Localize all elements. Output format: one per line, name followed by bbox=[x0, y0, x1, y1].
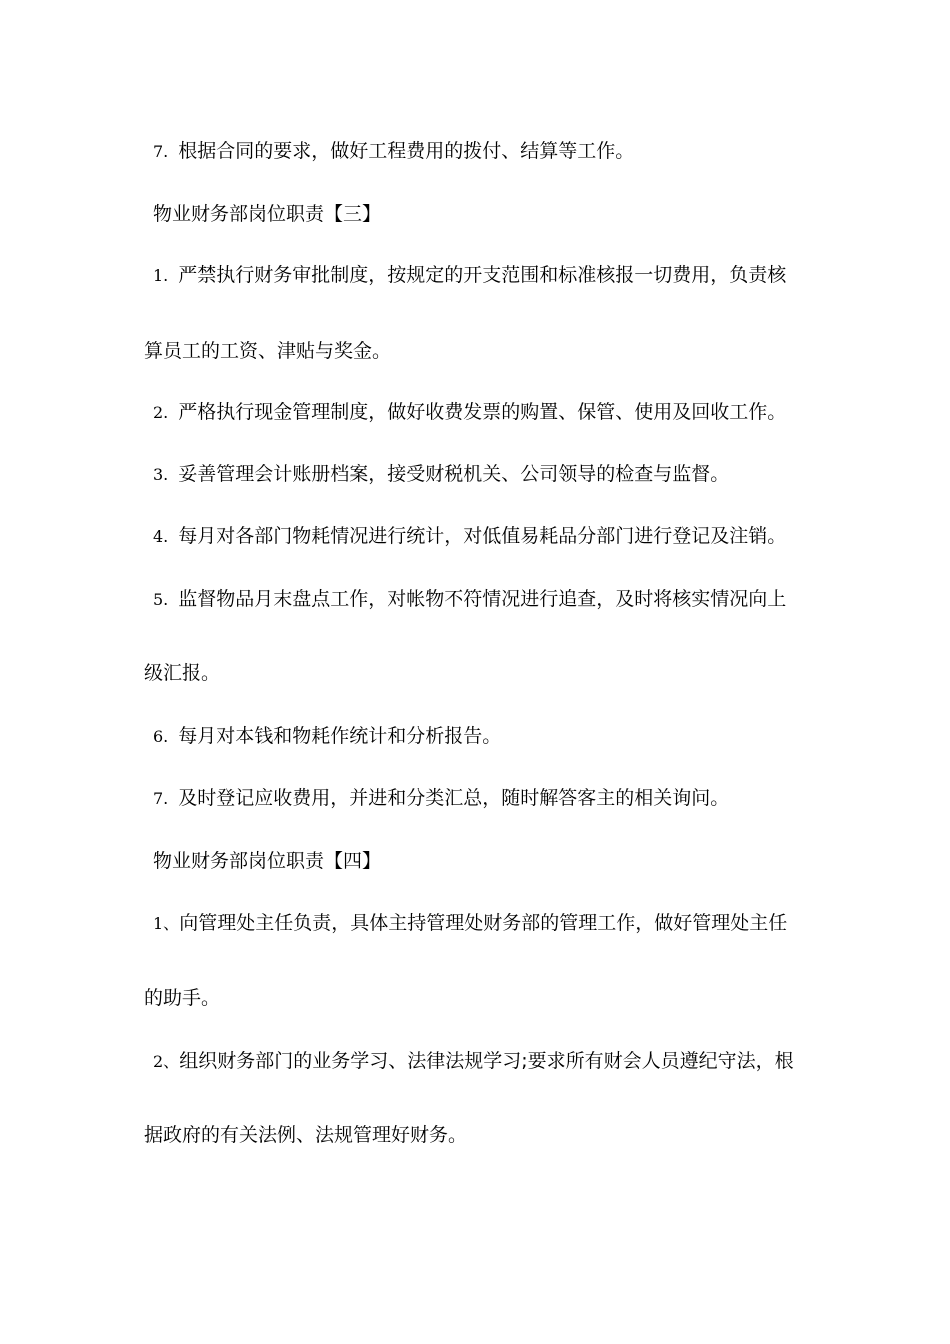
list-item bbox=[153, 263, 786, 288]
list-item bbox=[153, 1049, 794, 1074]
item-text: 每月对本钱和物耗作统计和分析报告。 bbox=[178, 725, 502, 747]
list-item bbox=[153, 786, 729, 811]
heading-text: 物业财务部岗位职责【三】 bbox=[153, 203, 382, 225]
item-text: 严格执行现金管理制度，做好收费发票的购置、保管、使用及回收工作。 bbox=[178, 401, 787, 423]
item-text: 监督物品月末盘点工作，对帐物不符情况进行追查，及时将核实情况向上 bbox=[178, 588, 787, 610]
list-item-continuation bbox=[144, 1123, 467, 1147]
list-item bbox=[153, 587, 786, 612]
item-text: 级汇报。 bbox=[144, 662, 221, 684]
item-number: 3. bbox=[153, 465, 169, 484]
item-text: 妥善管理会计账册档案，接受财税机关、公司领导的检查与监督。 bbox=[178, 463, 730, 485]
list-item bbox=[153, 462, 729, 487]
item-text: 严禁执行财务审批制度，按规定的开支范围和标准核报一切费用，负责核 bbox=[178, 264, 787, 286]
item-number: 7. bbox=[153, 142, 169, 161]
list-item bbox=[153, 724, 501, 749]
section-heading bbox=[153, 202, 381, 226]
item-text: 每月对各部门物耗情况进行统计，对低值易耗品分部门进行登记及注销。 bbox=[178, 525, 787, 547]
item-text: 算员工的工资、津贴与奖金。 bbox=[144, 340, 392, 362]
list-item-continuation bbox=[144, 986, 220, 1010]
item-number: 2、 bbox=[153, 1052, 180, 1071]
list-item-continuation bbox=[144, 339, 391, 363]
list-item bbox=[153, 524, 786, 549]
list-item bbox=[153, 400, 786, 425]
item-number: 1、 bbox=[153, 914, 180, 933]
item-number: 5. bbox=[153, 590, 169, 609]
item-number: 1. bbox=[153, 266, 169, 285]
list-item bbox=[153, 139, 634, 164]
item-text: 向管理处主任负责，具体主持管理处财务部的管理工作，做好管理处主任 bbox=[179, 912, 788, 934]
item-number: 4. bbox=[153, 527, 169, 546]
item-number: 6. bbox=[153, 727, 169, 746]
item-text: 的助手。 bbox=[144, 987, 221, 1009]
item-text: 根据合同的要求，做好工程费用的拨付、结算等工作。 bbox=[178, 140, 635, 162]
item-number: 7. bbox=[153, 789, 169, 808]
item-text: 组织财务部门的业务学习、法律法规学习;要求所有财会人员遵纪守法，根 bbox=[179, 1050, 794, 1072]
item-text: 据政府的有关法例、法规管理好财务。 bbox=[144, 1124, 468, 1146]
item-number: 2. bbox=[153, 403, 169, 422]
item-text: 及时登记应收费用，并进和分类汇总，随时解答客主的相关询问。 bbox=[178, 787, 730, 809]
list-item bbox=[153, 911, 787, 936]
heading-text: 物业财务部岗位职责【四】 bbox=[153, 850, 382, 872]
list-item-continuation bbox=[144, 661, 220, 685]
section-heading bbox=[153, 849, 381, 873]
